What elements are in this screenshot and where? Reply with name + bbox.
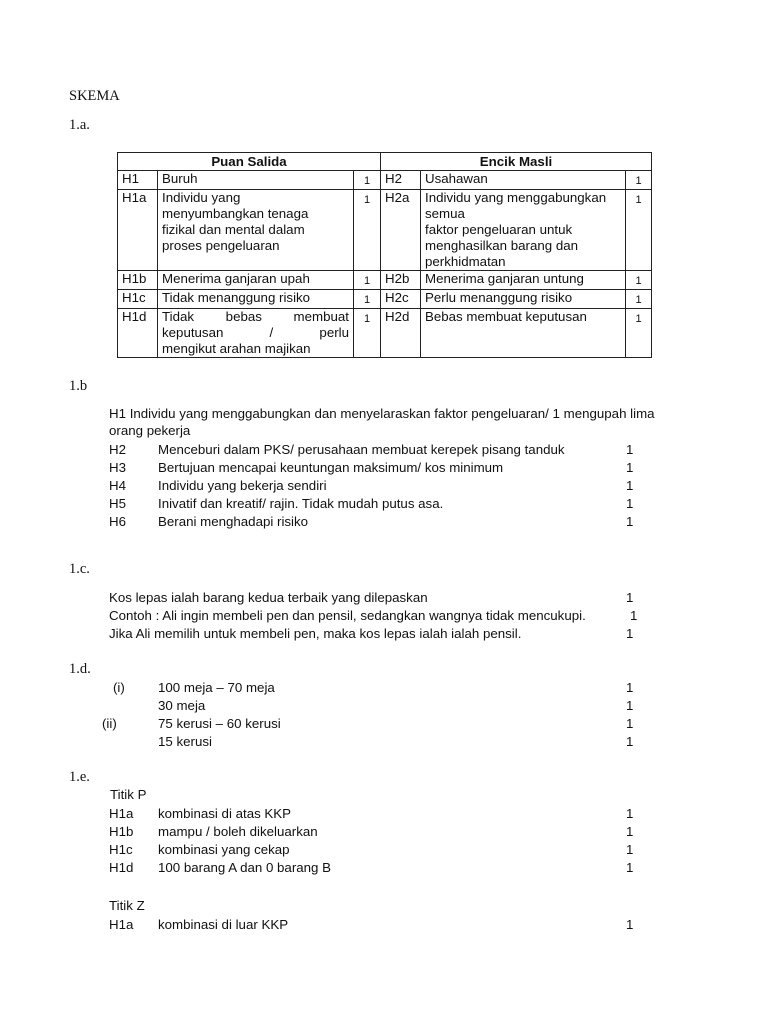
code-cell: H2b bbox=[381, 271, 421, 290]
mark-cell: 1 bbox=[354, 290, 381, 309]
item-mark: 1 bbox=[626, 716, 634, 731]
item-mark: 1 bbox=[626, 734, 634, 749]
text-line: Individu yang bbox=[162, 190, 241, 205]
section-label-1b: 1.b bbox=[69, 378, 88, 394]
table-row bbox=[118, 271, 652, 290]
item-mark: 1 bbox=[626, 806, 634, 821]
text-line: perkhidmatan bbox=[425, 254, 506, 269]
item-text: kombinasi di luar KKP bbox=[158, 917, 289, 932]
mark-cell: 1 bbox=[626, 190, 652, 271]
code-cell: H2 bbox=[381, 171, 421, 190]
item-text: Individu yang bekerja sendiri bbox=[158, 478, 327, 493]
item-mark: 1 bbox=[626, 680, 634, 695]
item-text: mampu / boleh dikeluarkan bbox=[158, 824, 318, 839]
text-cell: Bebas membuat keputusan bbox=[421, 309, 626, 358]
text-cell: Perlu menanggung risiko bbox=[421, 290, 626, 309]
text-cell: Buruh bbox=[158, 171, 354, 190]
header-puan-salida: Puan Salida bbox=[118, 153, 381, 171]
item-number: (ii) bbox=[102, 716, 117, 731]
list-item bbox=[0, 805, 768, 823]
mark-cell: 1 bbox=[626, 271, 652, 290]
text-line bbox=[162, 309, 349, 325]
item-text: Contoh : Ali ingin membeli pen dan pensil, sedangkan wangnya tidak mencukupi. bbox=[109, 608, 586, 623]
item-text: kombinasi yang cekap bbox=[158, 842, 290, 857]
item-mark: 1 bbox=[626, 496, 634, 511]
item-mark: 1 bbox=[626, 514, 634, 529]
list-item bbox=[0, 679, 768, 697]
list-item bbox=[0, 477, 768, 495]
list-item bbox=[0, 823, 768, 841]
justified-line bbox=[162, 325, 349, 341]
item-mark: 1 bbox=[626, 698, 634, 713]
item-text: Inivatif dan kreatif/ rajin. Tidak mudah putus asa. bbox=[158, 496, 444, 511]
word: bebas bbox=[225, 309, 262, 324]
code-cell: H1d bbox=[118, 309, 158, 358]
list-item bbox=[0, 697, 768, 715]
subheading-titik-z: Titik Z bbox=[109, 898, 145, 913]
mark-cell: 1 bbox=[354, 309, 381, 358]
section-label-1e: 1.e. bbox=[69, 769, 90, 785]
list-item bbox=[0, 589, 768, 607]
table-row bbox=[118, 171, 652, 190]
text-line: Individu yang menggabungkan bbox=[425, 190, 607, 205]
item-text: 100 barang A dan 0 barang B bbox=[158, 860, 332, 875]
list-item bbox=[0, 841, 768, 859]
code-cell: H2d bbox=[381, 309, 421, 358]
list-item bbox=[0, 916, 768, 934]
header-encik-masli: Encik Masli bbox=[381, 153, 652, 171]
code-cell: H2a bbox=[381, 190, 421, 271]
word: keputusan bbox=[162, 325, 224, 340]
text-line: faktor pengeluaran untuk bbox=[425, 222, 573, 237]
table-row bbox=[118, 190, 652, 271]
mark-cell: 1 bbox=[626, 290, 652, 309]
item-mark: 1 bbox=[626, 478, 634, 493]
text-line: mengikut arahan majikan bbox=[162, 341, 311, 356]
list-item bbox=[0, 607, 768, 625]
item-mark: 1 bbox=[626, 460, 634, 475]
text-cell bbox=[158, 309, 354, 358]
list-item bbox=[0, 441, 768, 459]
text-line: semua bbox=[425, 206, 465, 221]
text-line: menyumbangkan tenaga bbox=[162, 206, 309, 221]
text-cell: Menerima ganjaran untung bbox=[421, 271, 626, 290]
text-line: menghasilkan barang dan bbox=[425, 238, 579, 253]
code-cell: H1c bbox=[118, 290, 158, 309]
item-mark: 1 bbox=[626, 590, 634, 605]
code-cell: H1 bbox=[118, 171, 158, 190]
comparison-table bbox=[117, 152, 652, 358]
subheading-titik-p: Titik P bbox=[110, 787, 147, 802]
item-code: H5 bbox=[109, 496, 126, 511]
h1-line: H1 Individu yang menggabungkan dan menyelaraskan faktor pengeluaran/ 1 mengupah lima bbox=[109, 406, 655, 421]
word: Tidak bbox=[162, 309, 195, 324]
item-mark: 1 bbox=[626, 860, 634, 875]
list-item bbox=[0, 715, 768, 733]
item-text: Jika Ali memilih untuk membeli pen, maka kos lepas ialah ialah pensil. bbox=[109, 626, 522, 641]
item-mark: 1 bbox=[626, 824, 634, 839]
text-line: fizikal dan mental dalam bbox=[162, 222, 305, 237]
mark-cell: 1 bbox=[626, 171, 652, 190]
list-item bbox=[0, 733, 768, 751]
mark-cell: 1 bbox=[354, 171, 381, 190]
item-text: kombinasi di atas KKP bbox=[158, 806, 292, 821]
text-cell: Tidak menanggung risiko bbox=[158, 290, 354, 309]
item-mark: 1 bbox=[626, 442, 634, 457]
item-text: 75 kerusi – 60 kerusi bbox=[158, 716, 281, 731]
mark-cell: 1 bbox=[354, 271, 381, 290]
text-cell: Usahawan bbox=[421, 171, 626, 190]
mark-cell: 1 bbox=[354, 190, 381, 271]
section-label-1d: 1.d. bbox=[69, 661, 91, 677]
table-row bbox=[118, 290, 652, 309]
text-cell bbox=[158, 190, 354, 271]
text-line bbox=[162, 325, 349, 341]
item-number: (i) bbox=[113, 680, 125, 695]
item-code: H1c bbox=[109, 842, 133, 857]
section-label-1c: 1.c. bbox=[69, 561, 90, 577]
item-code: H3 bbox=[109, 460, 126, 475]
item-code: H1d bbox=[109, 860, 134, 875]
item-code: H1b bbox=[109, 824, 134, 839]
code-cell: H1a bbox=[118, 190, 158, 271]
item-text: 15 kerusi bbox=[158, 734, 212, 749]
document-title: SKEMA bbox=[69, 88, 120, 104]
list-item bbox=[0, 625, 768, 643]
list-item bbox=[0, 459, 768, 477]
text-cell: Menerima ganjaran upah bbox=[158, 271, 354, 290]
table-row bbox=[118, 309, 652, 358]
list-item bbox=[0, 513, 768, 531]
code-cell: H1b bbox=[118, 271, 158, 290]
h1-line: orang pekerja bbox=[109, 423, 191, 438]
item-text: Kos lepas ialah barang kedua terbaik yang dilepaskan bbox=[109, 590, 428, 605]
item-mark: 1 bbox=[626, 626, 634, 641]
word: membuat bbox=[293, 309, 349, 324]
item-code: H1a bbox=[109, 806, 134, 821]
section-label-1a: 1.a. bbox=[69, 117, 90, 133]
word: / bbox=[269, 325, 274, 340]
list-item bbox=[0, 495, 768, 513]
item-text: Menceburi dalam PKS/ perusahaan membuat kerepek pisang tanduk bbox=[158, 442, 565, 457]
justified-line bbox=[162, 309, 349, 325]
item-code: H1a bbox=[109, 917, 134, 932]
item-text: 100 meja – 70 meja bbox=[158, 680, 275, 695]
text-line: proses pengeluaran bbox=[162, 238, 280, 253]
item-code: H2 bbox=[109, 442, 126, 457]
item-mark: 1 bbox=[626, 917, 634, 932]
list-item bbox=[0, 859, 768, 877]
item-code: H4 bbox=[109, 478, 126, 493]
table-header-row bbox=[118, 153, 652, 171]
mark-cell: 1 bbox=[626, 309, 652, 358]
item-code: H6 bbox=[109, 514, 126, 529]
item-text: 30 meja bbox=[158, 698, 206, 713]
item-text: Berani menghadapi risiko bbox=[158, 514, 309, 529]
word: perlu bbox=[319, 325, 349, 340]
code-cell: H2c bbox=[381, 290, 421, 309]
item-mark: 1 bbox=[630, 608, 638, 623]
text-cell bbox=[421, 190, 626, 271]
item-mark: 1 bbox=[626, 842, 634, 857]
item-text: Bertujuan mencapai keuntungan maksimum/ kos minimum bbox=[158, 460, 504, 475]
